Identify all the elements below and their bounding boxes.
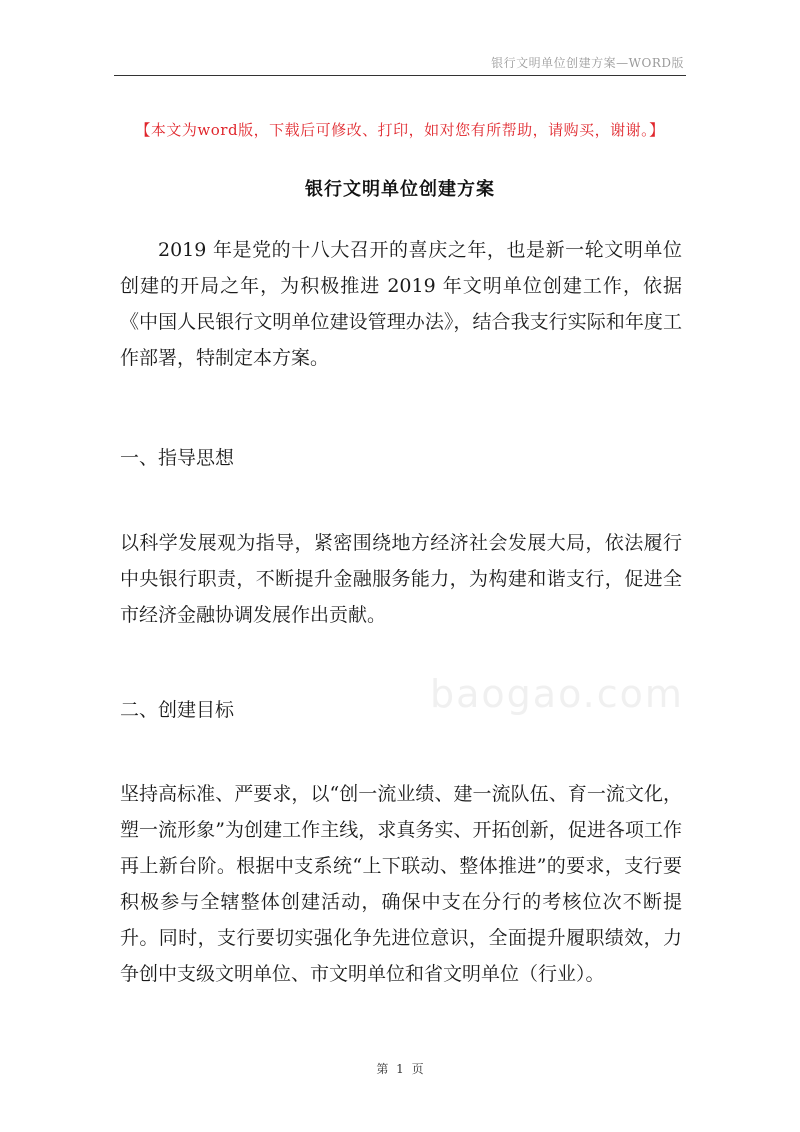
section-heading-guiding-ideology: 一、指导思想 bbox=[120, 447, 235, 469]
page-number: 第 1 页 bbox=[376, 1062, 424, 1076]
intro-paragraph: 2019 年是党的十八大召开的喜庆之年，也是新一轮文明单位创建的开局之年，为积极推进 2019 年文明单位创建工作，依据《中国人民银行文明单位建设管理办法》，结合我支行实际和年度工作部署，特制定本方案。 bbox=[120, 239, 682, 369]
document-title: 银行文明单位创建方案 bbox=[305, 179, 495, 200]
watermark: baogao.com bbox=[430, 672, 684, 716]
section-body-guiding-ideology: 以科学发展观为指导，紧密围绕地方经济社会发展大局，依法履行中央银行职责，不断提升金融服务能力，为构建和谐支行，促进全市经济金融协调发展作出贡献。 bbox=[120, 532, 682, 626]
section-heading-goals: 二、创建目标 bbox=[120, 699, 235, 721]
section-body-goals: 坚持高标准、严要求，以“创一流业绩、建一流队伍、育一流文化，塑一流形象”为创建工作主线，求真务实、开拓创新，促进各项工作再上新台阶。根据中支系统“上下联动、整体推进”的要求，支行要积极参与全辖整体创建活动，确保中支在分行的考核位次不断提升。同时，支行要切实强化争先进位意识，全面提升履职绩效，力争创中支级文明单位、市文明单位和省文明单位（行业）。 bbox=[120, 783, 682, 985]
purchase-notice: 【本文为word版，下载后可修改、打印，如对您有所帮助，请购买，谢谢。】 bbox=[135, 121, 665, 139]
page-header-title: 银行文明单位创建方案—WORD版 bbox=[491, 56, 684, 70]
header-divider bbox=[114, 75, 686, 76]
